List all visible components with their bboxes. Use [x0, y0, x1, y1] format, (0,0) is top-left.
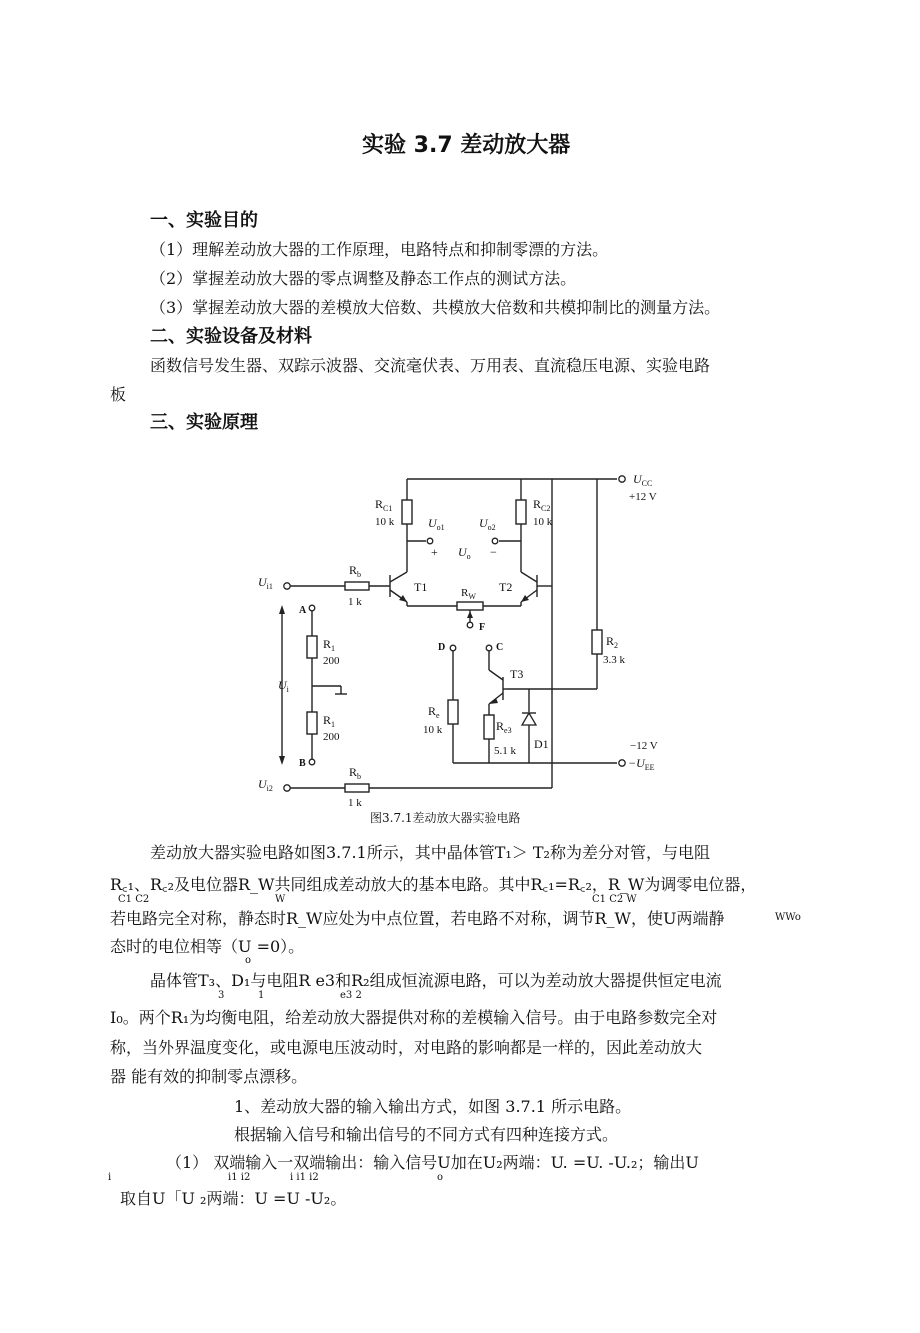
paragraph-1-line-4: 态时的电位相等（U =0）。 — [110, 937, 305, 956]
paragraph-1-line-3: 若电路完全对称，静态时R_W应处为中点位置，若电路不对称，调节R_W，使U两端静 — [110, 909, 725, 928]
rc1-resistor — [402, 500, 412, 524]
uee-label: $-U_{EE}$ — [628, 756, 655, 772]
ui1-label: $U_{i1}$ — [258, 575, 273, 591]
t3-label: T3 — [510, 667, 524, 681]
re-resistor — [448, 700, 458, 724]
plus-sign: + — [431, 545, 438, 559]
paragraph-5-subscript-c: i i1 i2 — [290, 1172, 319, 1183]
t2-label: T2 — [499, 580, 513, 594]
paragraph-2-subscript-c: e3 2 — [340, 990, 362, 1001]
rc1-value: 10 k — [375, 516, 395, 528]
paragraph-5-line-1: （1） 双端输入一双端输出：输入信号U加在U₂两端：U. =U. -U.₂；输出U — [166, 1153, 699, 1172]
paragraph-2-line-1: 晶体管T₃、D₁与电阻R e3和R₂组成恒流源电路，可以为差动放大器提供恒定电流 — [150, 971, 722, 990]
node-c-label: C — [496, 642, 504, 653]
r2-label: $R_2$ — [606, 634, 619, 650]
uee-value: −12 V — [630, 740, 658, 752]
rw-label: $R_W$ — [461, 587, 476, 601]
r1-top-label: $R_1$ — [323, 637, 336, 653]
uo-label: $U_o$ — [458, 545, 471, 561]
node-b-label: B — [299, 758, 306, 769]
rb-bottom-resistor — [345, 784, 369, 792]
paragraph-2-line-4: 器 能有效的抑制零点漂移。 — [110, 1067, 308, 1086]
re-value: 10 k — [423, 724, 443, 736]
purpose-item-1: （1）理解差动放大器的工作原理，电路特点和抑制零漂的方法。 — [150, 240, 609, 259]
paragraph-1-line-3-tail: WWo — [775, 912, 801, 923]
paragraph-2-line-2: I₀。两个R₁为均衡电阻，给差动放大器提供对称的差模输入信号。由于电路参数完全对 — [110, 1008, 718, 1027]
ucc-value: +12 V — [629, 491, 657, 503]
ucc-label: $U_{CC}$ — [633, 472, 653, 488]
r2-resistor — [592, 630, 602, 654]
paragraph-5-subscript-b: i1 i2 — [228, 1172, 251, 1183]
paragraph-5-subscript-a: i — [108, 1172, 112, 1183]
paragraph-1-subscript-b: W — [275, 894, 286, 905]
page-title: 实验 3.7 差动放大器 — [362, 133, 571, 158]
rw-potentiometer — [457, 602, 483, 610]
paragraph-1-line-1: 差动放大器实验电路如图3.7.1所示，其中晶体管T₁＞ T₂称为差分对管，与电阻 — [150, 843, 710, 862]
figure-caption: 图3.7.1差动放大器实验电路 — [370, 811, 521, 825]
r1-top-resistor — [307, 636, 317, 658]
r1-bottom-label: $R_1$ — [323, 713, 336, 729]
r2-value: 3.3 k — [603, 654, 625, 666]
purpose-item-3: （3）掌握差动放大器的差模放大倍数、共模放大倍数和共模抑制比的测量方法。 — [150, 298, 721, 317]
uo2-label: $U_{o2}$ — [479, 516, 496, 532]
re3-resistor — [484, 715, 494, 739]
rb-bottom-value: 1 k — [348, 797, 362, 807]
purpose-item-2: （2）掌握差动放大器的零点调整及静态工作点的测试方法。 — [150, 269, 577, 288]
rc2-value: 10 k — [533, 516, 553, 528]
paragraph-1-subscript-a: C1 C2 — [118, 894, 150, 905]
section-heading-principle: 三、实验原理 — [150, 412, 258, 433]
section-heading-purpose: 一、实验目的 — [150, 210, 258, 231]
minus-sign: − — [490, 545, 497, 559]
uo1-label: $U_{o1}$ — [428, 516, 445, 532]
rb-top-label: $R_b$ — [349, 563, 362, 579]
r1-bottom-resistor — [307, 712, 317, 734]
equipment-text-1: 函数信号发生器、双踪示波器、交流毫伏表、万用表、直流稳压电源、实验电路 — [150, 356, 711, 375]
re3-label: $R_{e3}$ — [496, 719, 512, 735]
paragraph-2-subscript-a: 3 — [218, 990, 225, 1001]
paragraph-1-subscript-d: o — [245, 955, 252, 966]
paragraph-4: 根据输入信号和输出信号的不同方式有四种连接方式。 — [234, 1125, 619, 1144]
rc2-resistor — [516, 500, 526, 524]
node-f-label: F — [479, 622, 486, 633]
rc1-label: $R_{C1}$ — [375, 497, 393, 513]
ui2-label: $U_{i2}$ — [258, 777, 273, 793]
rb-top-resistor — [345, 582, 369, 590]
section-heading-equipment: 二、实验设备及材料 — [150, 326, 312, 347]
paragraph-5-line-2: 取自U「U ₂两端：U =U -U₂。 — [120, 1189, 347, 1208]
t1-label: T1 — [414, 580, 428, 594]
node-d-label: D — [438, 642, 446, 653]
paragraph-2-line-3: 称，当外界温度变化，或电源电压波动时，对电路的影响都是一样的，因此差动放大 — [110, 1038, 703, 1057]
re3-value: 5.1 k — [494, 745, 516, 757]
d1-label: D1 — [534, 737, 549, 751]
paragraph-1-subscript-c: C1 C2 W — [592, 894, 637, 905]
re-label: $R_e$ — [428, 704, 440, 720]
paragraph-1-line-2: R꜀₁、R꜀₂及电位器R_W共同组成差动放大的基本电路。其中R꜀₁=R꜀₂，R_W为调零电位器， — [110, 875, 757, 894]
paragraph-5-subscript-d: o — [437, 1172, 444, 1183]
equipment-text-2: 板 — [110, 385, 127, 404]
paragraph-3: 1、差动放大器的输入输出方式，如图 3.7.1 所示电路。 — [234, 1097, 632, 1116]
r1-bottom-value: 200 — [323, 731, 340, 743]
rb-top-value: 1 k — [348, 596, 362, 608]
node-a-label: A — [299, 605, 307, 616]
rb-bottom-label: $R_b$ — [349, 765, 362, 781]
r1-top-value: 200 — [323, 655, 340, 667]
paragraph-2-subscript-b: 1 — [258, 990, 265, 1001]
differential-amplifier-circuit-diagram — [245, 462, 675, 807]
rc2-label: $R_{C2}$ — [533, 497, 551, 513]
ui-label: $U_i$ — [278, 678, 289, 694]
